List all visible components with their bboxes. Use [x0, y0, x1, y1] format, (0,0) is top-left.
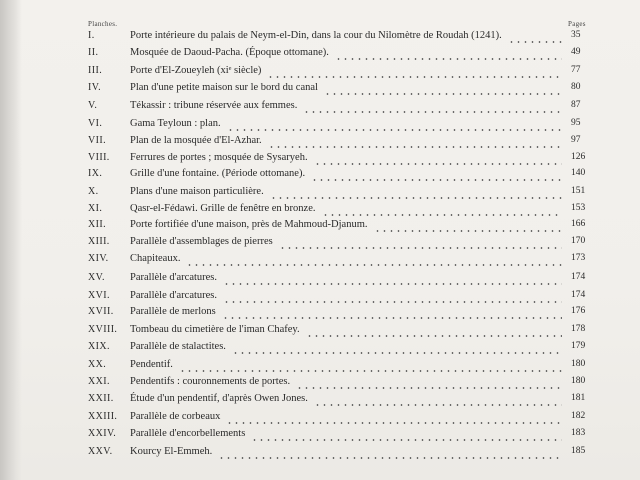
dot-leader	[296, 387, 562, 389]
plate-number: XIV.	[88, 253, 109, 264]
plate-title: Plans d'une maison particulière.	[130, 186, 264, 197]
dot-leader	[311, 179, 562, 181]
plate-number: I.	[88, 30, 95, 41]
plate-number: XXV.	[88, 446, 113, 457]
page-number: 80	[571, 82, 581, 92]
dot-leader	[251, 439, 562, 441]
list-item	[0, 324, 640, 341]
dot-leader	[268, 146, 562, 148]
dot-leader	[226, 422, 562, 424]
list-item	[0, 272, 640, 289]
plate-number: XIII.	[88, 236, 110, 247]
list-item	[0, 47, 640, 64]
plate-number: XVIII.	[88, 324, 118, 335]
list-item	[0, 30, 640, 47]
dot-leader	[324, 93, 562, 95]
plate-number: XVII.	[88, 306, 114, 317]
dot-leader	[322, 214, 563, 216]
plate-number: VI.	[88, 118, 103, 129]
column-header-pages: Pages	[568, 20, 586, 28]
page-number: 151	[571, 186, 586, 196]
list-item	[0, 306, 640, 323]
dot-leader	[223, 301, 562, 303]
list-item	[0, 135, 640, 152]
dot-leader	[223, 283, 562, 285]
column-header-planches: Planches.	[88, 20, 118, 28]
dot-leader	[306, 335, 562, 337]
page-number: 182	[571, 411, 586, 421]
list-item	[0, 186, 640, 203]
plate-number: XVI.	[88, 290, 110, 301]
plate-title: Parallèle d'arcatures.	[130, 290, 218, 301]
dot-leader	[303, 111, 562, 113]
page-number: 180	[571, 359, 586, 369]
plate-number: II.	[88, 47, 99, 58]
page-number: 176	[571, 306, 586, 316]
list-item	[0, 411, 640, 428]
plate-title: Qasr-el-Fédawi. Grille de fenêtre en bronze.	[130, 203, 316, 214]
plate-number: V.	[88, 100, 98, 111]
list-item	[0, 290, 640, 307]
plate-title: Mosquée de Daoud-Pacha. (Époque ottomane).	[130, 47, 329, 58]
dot-leader	[218, 457, 562, 459]
plate-number: IX.	[88, 168, 103, 179]
list-item	[0, 393, 640, 410]
plate-title: Pendentifs : couronnements de portes.	[130, 376, 291, 387]
plate-title: Kourcy El-Emmeh.	[130, 446, 213, 457]
plate-title: Porte fortifiée d'une maison, près de Mahmoud-Djanum.	[130, 219, 368, 230]
list-item	[0, 203, 640, 220]
dot-leader	[186, 264, 562, 266]
list-item	[0, 428, 640, 445]
plate-title: Plan d'une petite maison sur le bord du canal	[130, 82, 318, 93]
page-number: 97	[571, 135, 581, 145]
list-item	[0, 446, 640, 463]
plate-number: X.	[88, 186, 99, 197]
dot-leader	[279, 247, 562, 249]
page-number: 181	[571, 393, 586, 403]
plate-title: Parallèle de merlons	[130, 306, 216, 317]
dot-leader	[179, 370, 562, 372]
list-item	[0, 219, 640, 236]
list-item	[0, 253, 640, 270]
list-item	[0, 118, 640, 135]
page-number: 153	[571, 203, 586, 213]
list-item	[0, 236, 640, 253]
dot-leader	[232, 352, 562, 354]
list-item	[0, 341, 640, 358]
plate-title: Chapiteaux.	[130, 253, 181, 264]
plate-title: Ferrures de portes ; mosquée de Sysaryeh.	[130, 152, 308, 163]
page-number: 87	[571, 100, 581, 110]
plate-number: IV.	[88, 82, 101, 93]
plate-number: VII.	[88, 135, 106, 146]
plate-title: Étude d'un pendentif, d'après Owen Jones.	[130, 393, 308, 404]
page-number: 77	[571, 65, 581, 75]
plate-title: Tékassir : tribune réservée aux femmes.	[130, 100, 298, 111]
plate-number: XII.	[88, 219, 106, 230]
dot-leader	[267, 76, 562, 78]
page-number: 140	[571, 168, 586, 178]
plate-title: Tombeau du cimetière de l'iman Chafey.	[130, 324, 300, 335]
plate-title: Pendentif.	[130, 359, 173, 370]
plate-number: XXIII.	[88, 411, 118, 422]
page-number: 35	[571, 30, 581, 40]
page-number: 185	[571, 446, 586, 456]
page-number: 173	[571, 253, 586, 263]
plate-title: Porte intérieure du palais de Neym-el-Din, dans la cour du Nilomètre de Roudah (1241).	[130, 30, 502, 41]
page-number: 49	[571, 47, 581, 57]
plate-number: XXII.	[88, 393, 114, 404]
dot-leader	[335, 58, 562, 60]
dot-leader	[314, 163, 562, 165]
plate-number: XI.	[88, 203, 103, 214]
page-number: 174	[571, 290, 586, 300]
page-number: 170	[571, 236, 586, 246]
dot-leader	[227, 129, 562, 131]
page-number: 166	[571, 219, 586, 229]
plate-title: Grille d'une fontaine. (Période ottomane).	[130, 168, 306, 179]
list-item	[0, 82, 640, 99]
list-item	[0, 100, 640, 117]
plate-number: XIX.	[88, 341, 110, 352]
page-number: 179	[571, 341, 586, 351]
plate-title: Parallèle d'assemblages de pierres	[130, 236, 273, 247]
plate-number: III.	[88, 65, 103, 76]
list-item	[0, 168, 640, 185]
plate-title: Parallèle d'arcatures.	[130, 272, 218, 283]
page-number: 126	[571, 152, 586, 162]
plate-number: XXI.	[88, 376, 110, 387]
page-number: 183	[571, 428, 586, 438]
dot-leader	[222, 317, 562, 319]
plate-number: VIII.	[88, 152, 110, 163]
dot-leader	[314, 404, 562, 406]
plate-number: XX.	[88, 359, 107, 370]
page-number: 178	[571, 324, 586, 334]
list-item	[0, 152, 640, 169]
list-item	[0, 359, 640, 376]
plate-title: Plan de la mosquée d'El-Azhar.	[130, 135, 262, 146]
page-number: 95	[571, 118, 581, 128]
page-number: 180	[571, 376, 586, 386]
dot-leader	[508, 41, 562, 43]
plate-title: Parallèle de corbeaux	[130, 411, 221, 422]
dot-leader	[374, 230, 562, 232]
plate-title: Parallèle de stalactites.	[130, 341, 226, 352]
plate-number: XXIV.	[88, 428, 117, 439]
plate-title: Parallèle d'encorbellements	[130, 428, 246, 439]
list-item	[0, 376, 640, 393]
dot-leader	[270, 197, 562, 199]
list-item	[0, 65, 640, 82]
plate-title: Gama Teyloun : plan.	[130, 118, 221, 129]
plate-number: XV.	[88, 272, 105, 283]
page-number: 174	[571, 272, 586, 282]
plate-title: Porte d'El-Zoueyleh (xiᵉ siècle)	[130, 65, 262, 76]
